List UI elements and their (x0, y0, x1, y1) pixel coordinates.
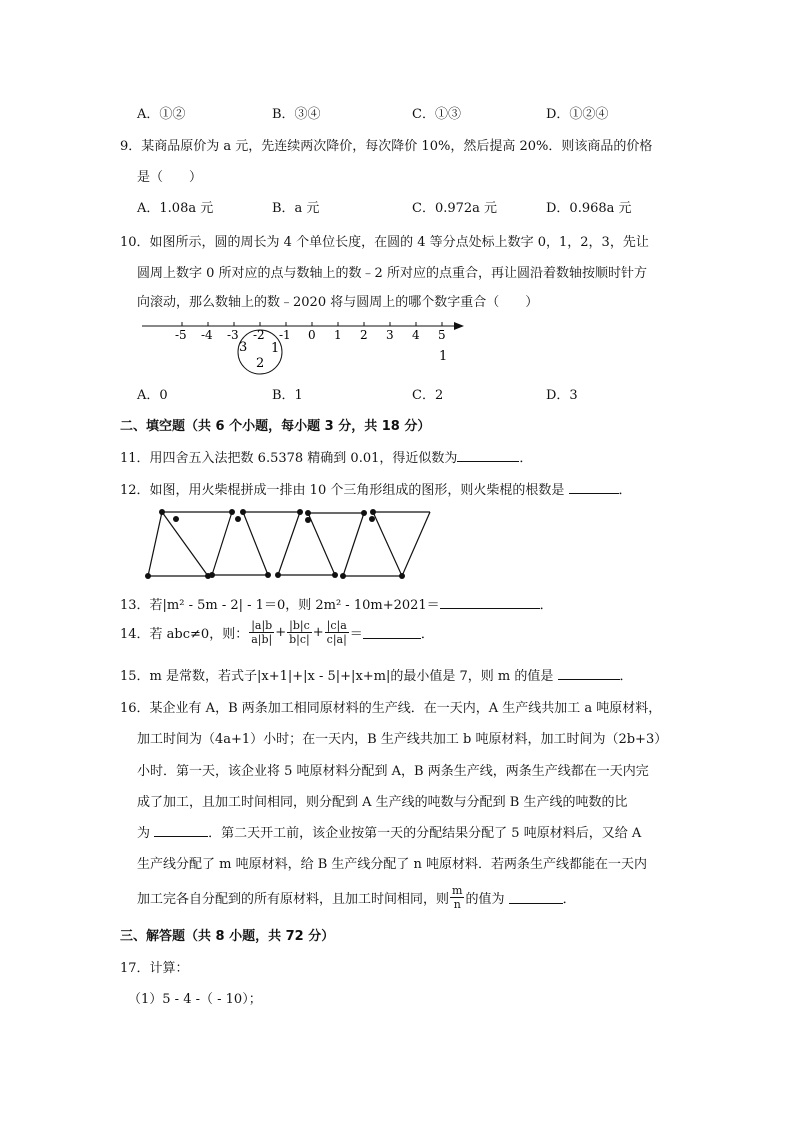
q16-line5-pre: 为 (137, 826, 151, 841)
q17-item-1: （1）5 - 4 -（ - 10）； (128, 992, 262, 1007)
m-over-n-fraction: $\frac{m}{n}$ (452, 884, 463, 911)
q16-line7-post: 的值为 (465, 892, 505, 907)
q16-line1: 16．某企业有 A，B 两条加工相同原材料的生产线．在一天内，A 生产线共加工 a 吨原材料， (120, 701, 662, 716)
section-3-heading: 三、解答题（共 8 小题，共 72 分） (120, 929, 335, 944)
q9-option-d: D．0.968a 元 (546, 201, 632, 216)
q14-fraction-3: $\frac{|c|a}{c|a|}$ (326, 619, 347, 646)
plus-2: + (312, 625, 324, 640)
plus-1: + (275, 625, 287, 640)
q16-line3: 小时．第一天，该企业将 5 吨原材料分配到 A，B 两条生产线，两条生产线都在一天内完 (137, 764, 649, 779)
q11 (120, 447, 532, 466)
q14 (120, 619, 434, 646)
matchstick-triangles-figure (140, 505, 440, 585)
q11-text: 11．用四舍五入法把数 6.5378 精确到 0.01，得近似数为 (120, 451, 458, 466)
q16-line5 (137, 822, 641, 841)
q16-end: ． (562, 892, 576, 907)
axis-tick-label: 3 (386, 328, 394, 342)
axis-tick-label: -2 (253, 328, 265, 342)
q9-line1: 9．某商品原价为 a 元，先连续两次降价，每次降价 10%，然后提高 20%．则该商品的价格 (120, 139, 653, 154)
axis-tick-label: -1 (279, 328, 291, 342)
q10-line3: 向滚动，那么数轴上的数﹣2020 将与圆周上的哪个数字重合（ ） (137, 295, 539, 310)
equals: ＝ (349, 627, 363, 642)
q12-text: 12．如图，用火柴棍拼成一排由 10 个三角形组成的图形，则火柴棍的根数是 (120, 483, 565, 498)
circle-label-1: 1 (271, 341, 280, 356)
q12-end: ． (618, 483, 632, 498)
q10-option-b: B．1 (272, 388, 303, 403)
q16-line7-pre: 加工完各自分配到的所有原材料，且加工时间相同，则 (137, 892, 450, 907)
axis-arrow (454, 322, 464, 330)
circle-label-3: 3 (239, 340, 248, 355)
number-line-figure (130, 315, 480, 377)
q9-option-b: B．a 元 (272, 201, 320, 216)
q16-answer-blank-2[interactable] (509, 891, 563, 904)
q11-answer-blank[interactable] (457, 449, 519, 462)
axis-tick-label: 5 (438, 328, 446, 342)
q16-line2: 加工时间为（4a+1）小时；在一天内，B 生产线共加工 b 吨原材料，加工时间为（2b+3） (137, 732, 668, 747)
q10-line2: 圆周上数字 0 所对应的点与数轴上的数﹣2 所对应的点重合，再让圆沿着数轴按顺时针方 (137, 266, 647, 281)
q11-end: ． (519, 451, 533, 466)
q13-answer-blank[interactable] (440, 596, 540, 609)
axis-tick-label: -3 (227, 328, 239, 342)
axis-tick-label: -4 (201, 328, 213, 342)
axis-tick-label: 0 (308, 328, 316, 342)
q16-answer-blank-1[interactable] (154, 824, 208, 837)
q16-line6: 生产线分配了 m 吨原材料，给 B 生产线分配了 n 吨原材料．若两条生产线都能在一天内 (137, 857, 648, 872)
q12 (120, 479, 632, 498)
q8-option-b: B．③④ (272, 107, 321, 122)
circle-label-2: 2 (256, 356, 265, 371)
q15-end: ． (619, 669, 633, 684)
q9-option-a: A．1.08a 元 (137, 201, 214, 216)
q8-option-d: D．①②④ (546, 107, 609, 122)
q13-text: 13．若|m² - 5m - 2| - 1＝0，则 2m² - 10m+2021＝ (120, 598, 440, 613)
axis-tick-label: 4 (412, 328, 420, 342)
axis-ticks (175, 322, 446, 342)
q14-fraction-2: $\frac{|b|c}{b|c|}$ (289, 619, 310, 646)
q9-option-c: C．0.972a 元 (412, 201, 498, 216)
axis-tick-label: -5 (175, 328, 187, 342)
q16-line4: 成了加工，且加工时间相同，则分配到 A 生产线的吨数与分配到 B 生产线的吨数的比 (137, 795, 628, 810)
q17-title: 17．计算： (120, 961, 189, 976)
q8-option-a: A．①② (137, 107, 186, 122)
q9-line2: 是（ ） (137, 170, 203, 185)
axis-tick-label: 1 (334, 328, 342, 342)
q8-option-c: C．①③ (412, 107, 461, 122)
q15 (120, 665, 633, 684)
q14-answer-blank[interactable] (363, 626, 421, 639)
q16-line5-post: ．第二天开工前，该企业按第一天的分配结果分配了 5 吨原材料后，又给 A (208, 826, 642, 841)
section-2-heading: 二、填空题（共 6 个小题，每小题 3 分，共 18 分） (120, 419, 431, 434)
q10-line1: 10．如图所示，圆的周长为 4 个单位长度，在圆的 4 等分点处标上数字 0，1，2，3，先让 (120, 235, 649, 250)
q14-fraction-1: $\frac{|a|b}{a|b|}$ (251, 619, 273, 646)
q10-option-a: A．0 (137, 388, 168, 403)
q13 (120, 594, 553, 613)
q15-text: 15．m 是常数，若式子|x+1|+|x - 5|+|x+m|的最小值是 7，则 m 的值是 (120, 669, 554, 684)
q12-answer-blank[interactable] (569, 481, 619, 494)
q10-option-d: D．3 (546, 388, 578, 403)
extra-label-1: 1 (439, 349, 448, 364)
q16-line7 (137, 884, 576, 911)
q10-option-c: C．2 (412, 388, 444, 403)
q13-end: ． (539, 598, 553, 613)
axis-tick-label: 2 (360, 328, 368, 342)
q15-answer-blank[interactable] (558, 667, 620, 680)
q14-prefix: 14．若 abc≠0，则： (120, 627, 249, 642)
q14-end: ． (420, 627, 434, 642)
